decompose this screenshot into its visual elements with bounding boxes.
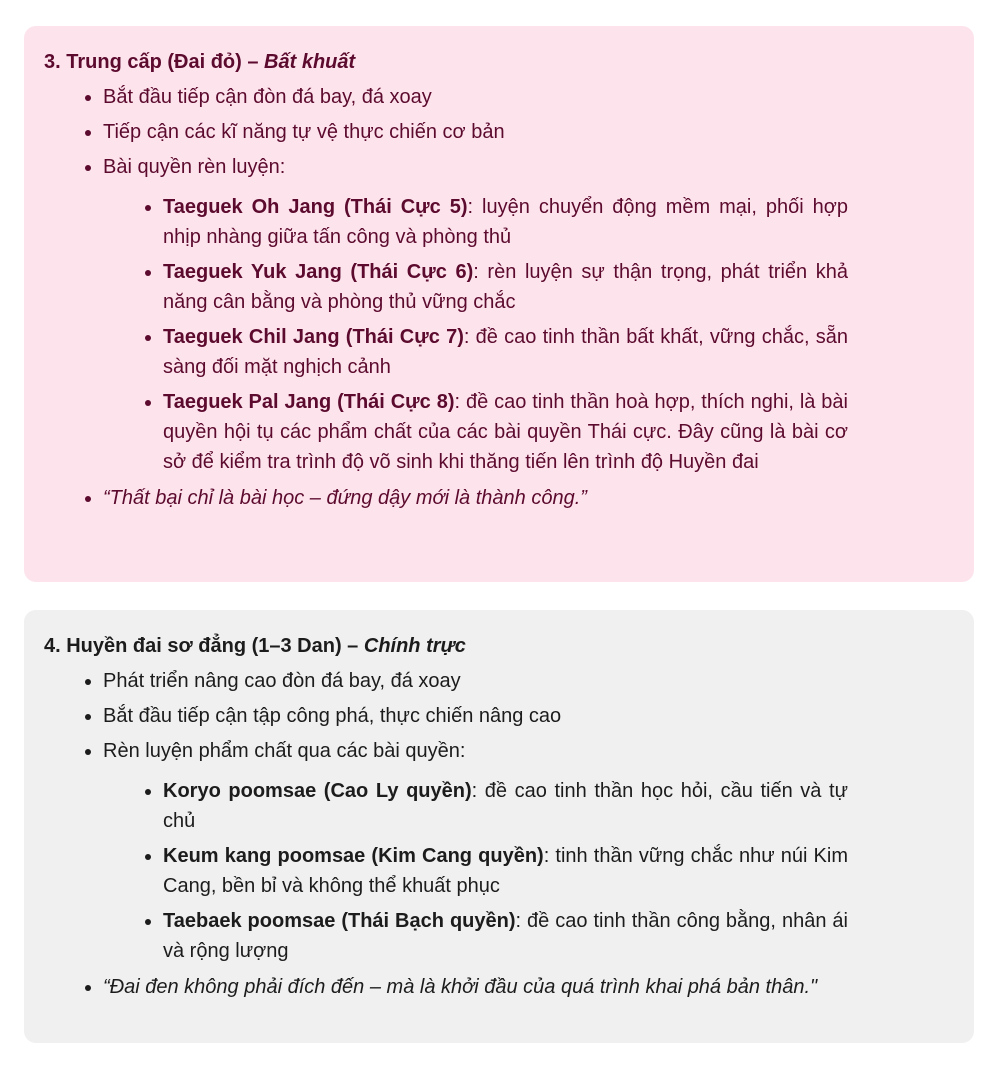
- form-item: [163, 387, 848, 477]
- form-name: Koryo poomsae (Cao Ly quyền): [163, 780, 472, 802]
- form-item: [163, 776, 848, 836]
- form-name: Keum kang poomsae (Kim Cang quyền): [163, 845, 544, 867]
- forms-list: [103, 192, 848, 477]
- form-name: Taebaek poomsae (Thái Bạch quyền): [163, 910, 516, 932]
- form-name: Taeguek Yuk Jang (Thái Cực 6): [163, 261, 474, 283]
- form-item: [163, 841, 848, 901]
- list-item-text: Rèn luyện phẩm chất qua các bài quyền:: [103, 740, 466, 762]
- quote-text: “Đai đen không phải đích đến – mà là khởi đầu của quá trình khai phá bản thân.": [103, 976, 818, 998]
- form-description: : rèn luyện sự thận trọng, phát triển khả năng cân bằng và phòng thủ vững chắc: [163, 261, 848, 313]
- list-item-text: Tiếp cận các kĩ năng tự vệ thực chiến cơ bản: [103, 121, 505, 143]
- card-subtitle: Bất khuất: [264, 51, 356, 73]
- list-item: [103, 666, 954, 696]
- level-list: [44, 666, 954, 1002]
- form-item: [163, 322, 848, 382]
- level-card-black-belt: [24, 610, 974, 1043]
- list-item: [103, 736, 954, 966]
- list-item: [103, 701, 954, 731]
- form-name: Taeguek Chil Jang (Thái Cực 7): [163, 326, 464, 348]
- level-card-red-belt: [24, 26, 974, 582]
- list-item: [103, 152, 954, 477]
- card-title-text: 3. Trung cấp (Đai đỏ) –: [44, 51, 265, 73]
- form-item: [163, 257, 848, 317]
- form-item: [163, 906, 848, 966]
- card-title: [44, 632, 954, 660]
- form-description: : đề cao tinh thần bất khất, vững chắc, sẵn sàng đối mặt nghịch cảnh: [163, 326, 849, 378]
- list-item-text: Phát triển nâng cao đòn đá bay, đá xoay: [103, 670, 461, 692]
- list-item: [103, 117, 954, 147]
- quote-item: [103, 972, 954, 1002]
- card-title: [44, 48, 954, 76]
- list-item-text: Bắt đầu tiếp cận tập công phá, thực chiến nâng cao: [103, 705, 562, 727]
- card-title-text: 4. Huyền đai sơ đẳng (1–3 Dan) –: [44, 635, 364, 657]
- form-description: : đề cao tinh thần công bằng, nhân ái và rộng lượng: [163, 910, 848, 962]
- form-description: : đề cao tinh thần học hỏi, cầu tiến và tự chủ: [163, 780, 848, 832]
- card-subtitle: Chính trực: [363, 635, 466, 657]
- level-list: [44, 82, 954, 513]
- list-item: [103, 82, 954, 112]
- quote-item: [103, 483, 954, 513]
- form-description: : tinh thần vững chắc như núi Kim Cang, bền bỉ và không thể khuất phục: [163, 845, 848, 897]
- list-item-text: Bài quyền rèn luyện:: [103, 156, 286, 178]
- form-description: : luyện chuyển động mềm mại, phối hợp nhịp nhàng giữa tấn công và phòng thủ: [163, 196, 849, 248]
- forms-list: [103, 776, 848, 966]
- quote-text: “Thất bại chỉ là bài học – đứng dậy mới là thành công.”: [103, 487, 587, 509]
- form-item: [163, 192, 848, 252]
- form-description: : đề cao tinh thần hoà hợp, thích nghi, là bài quyền hội tụ các phẩm chất của các bài quyền Thái cực. Đây cũng là bài cơ sở để kiểm tra trình độ võ sinh khi thăng tiến lên trình độ Huyền đai: [163, 391, 849, 473]
- list-item-text: Bắt đầu tiếp cận đòn đá bay, đá xoay: [103, 86, 432, 108]
- form-name: Taeguek Pal Jang (Thái Cực 8): [163, 391, 455, 413]
- form-name: Taeguek Oh Jang (Thái Cực 5): [163, 196, 468, 218]
